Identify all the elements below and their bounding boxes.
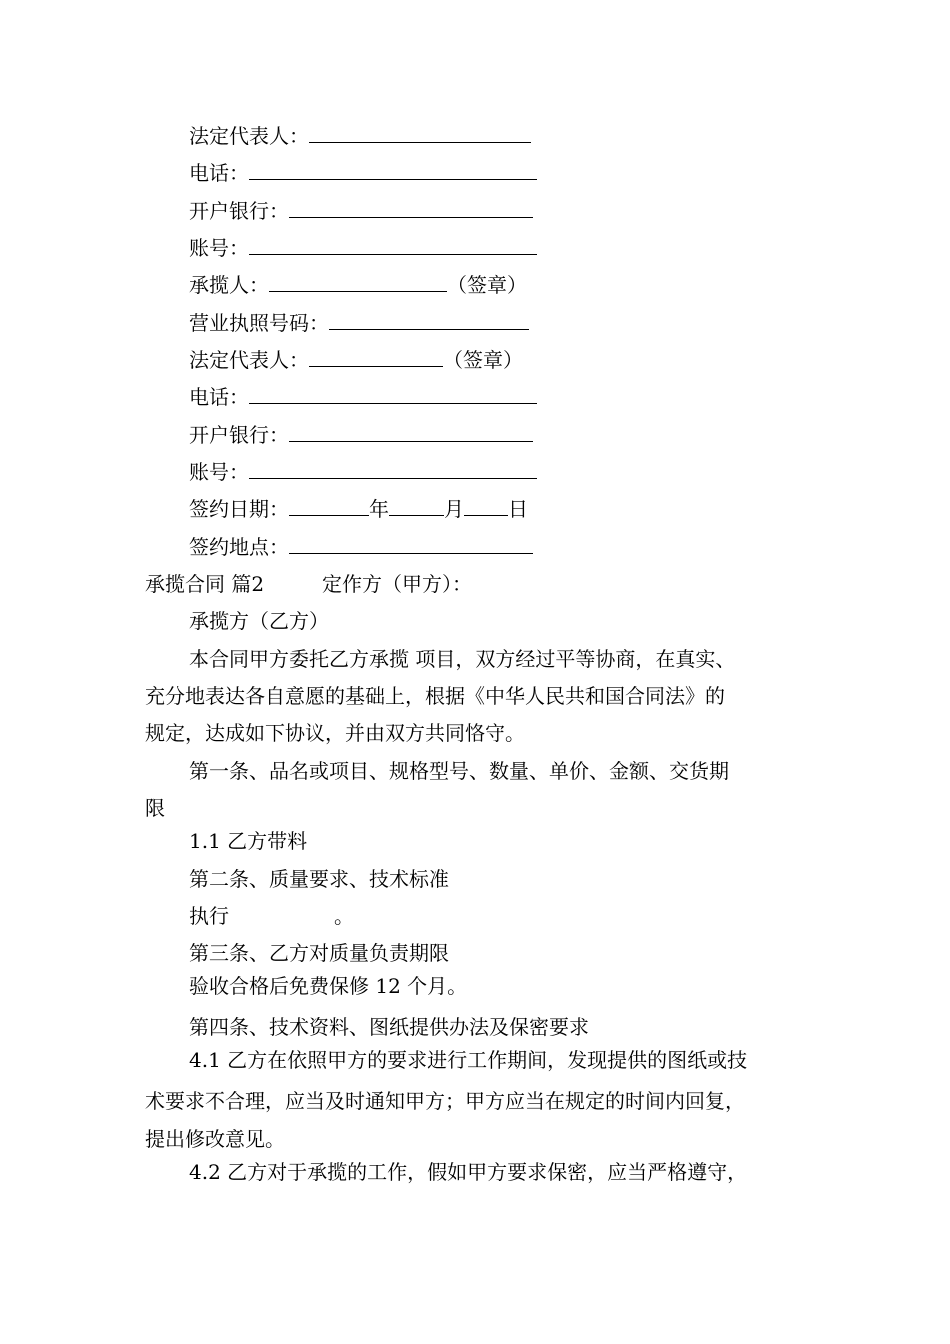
blank-field: [249, 386, 537, 404]
phone-label: 电话：: [189, 161, 249, 185]
legal-rep-line: [189, 124, 531, 148]
sign-place-label: 签约地点：: [189, 535, 289, 559]
contract-heading: 承揽合同 篇2: [145, 572, 265, 596]
license-line: [189, 311, 529, 335]
article-3: 第三条、乙方对质量负责期限: [189, 941, 449, 965]
legal-rep-label: 法定代表人：: [189, 124, 309, 148]
contract-heading-line: [145, 572, 264, 596]
sign-place-line: [189, 535, 533, 559]
blank-field: [289, 424, 533, 442]
bank-label: 开户银行：: [189, 423, 289, 447]
bank-line-2: [189, 423, 533, 447]
phone-line-2: [189, 385, 537, 409]
sign-date-label: 签约日期：: [189, 497, 289, 521]
intro-line-3: 规定，达成如下协议，并由双方共同恪守。: [145, 721, 525, 745]
blank-field: [309, 125, 531, 143]
month-blank: [389, 498, 444, 516]
account-label: 账号：: [189, 236, 249, 260]
contractor-line: [189, 273, 527, 297]
phone-label: 电话：: [189, 385, 249, 409]
year-label: 年: [369, 497, 389, 521]
day-blank: [464, 498, 508, 516]
warranty-line: 验收合格后免费保修 12 个月。: [189, 974, 468, 998]
contractor-label: 承揽人：: [189, 273, 269, 297]
blank-field: [249, 162, 537, 180]
blank-field: [289, 200, 533, 218]
phone-line: [189, 161, 537, 185]
year-blank: [289, 498, 369, 516]
item-1-1: 1.1 乙方带料: [189, 829, 308, 853]
seal-label: （签章）: [443, 348, 523, 372]
month-label: 月: [444, 497, 464, 521]
bank-line: [189, 199, 533, 223]
party-b-line: [189, 609, 329, 633]
blank-field: [309, 349, 443, 367]
party-a-line: [322, 572, 472, 596]
day-label: 日: [508, 497, 528, 521]
article-1-line-2: 限: [145, 796, 165, 820]
blank-field: [269, 274, 447, 292]
account-line: [189, 236, 537, 260]
legal-rep-label: 法定代表人：: [189, 348, 309, 372]
bank-label: 开户银行：: [189, 199, 289, 223]
execute-label: 执行: [189, 904, 229, 928]
execute-line: [189, 904, 229, 928]
article-1-line-1: 第一条、品名或项目、规格型号、数量、单价、金额、交货期: [189, 759, 729, 783]
seal-label: （签章）: [447, 273, 527, 297]
item-4-2-line-1: 4.2 乙方对于承揽的工作，假如甲方要求保密，应当严格遵守，: [189, 1160, 748, 1184]
item-4-1-line-2: 术要求不合理，应当及时通知甲方；甲方应当在规定的时间内回复，: [145, 1089, 745, 1113]
blank-field: [249, 461, 537, 479]
article-4: 第四条、技术资料、图纸提供办法及保密要求: [189, 1015, 589, 1039]
article-2: 第二条、质量要求、技术标准: [189, 867, 449, 891]
account-label: 账号：: [189, 460, 249, 484]
item-4-1-line-1: 4.1 乙方在依照甲方的要求进行工作期间，发现提供的图纸或技: [189, 1048, 748, 1072]
license-label: 营业执照号码：: [189, 311, 329, 335]
party-b-label: 承揽方（乙方）: [189, 609, 329, 633]
party-a-label: 定作方（甲方）：: [322, 572, 472, 596]
item-4-1-line-3: 提出修改意见。: [145, 1127, 285, 1151]
intro-line-1: 本合同甲方委托乙方承揽 项目，双方经过平等协商，在真实、: [189, 647, 736, 671]
sign-date-line: [189, 497, 528, 521]
blank-field: [249, 237, 537, 255]
blank-field: [289, 536, 533, 554]
account-line-2: [189, 460, 537, 484]
execute-period: 。: [334, 904, 354, 928]
blank-field: [329, 312, 529, 330]
legal-rep-line-2: [189, 348, 523, 372]
intro-line-2: 充分地表达各自意愿的基础上，根据《中华人民共和国合同法》的: [145, 684, 725, 708]
